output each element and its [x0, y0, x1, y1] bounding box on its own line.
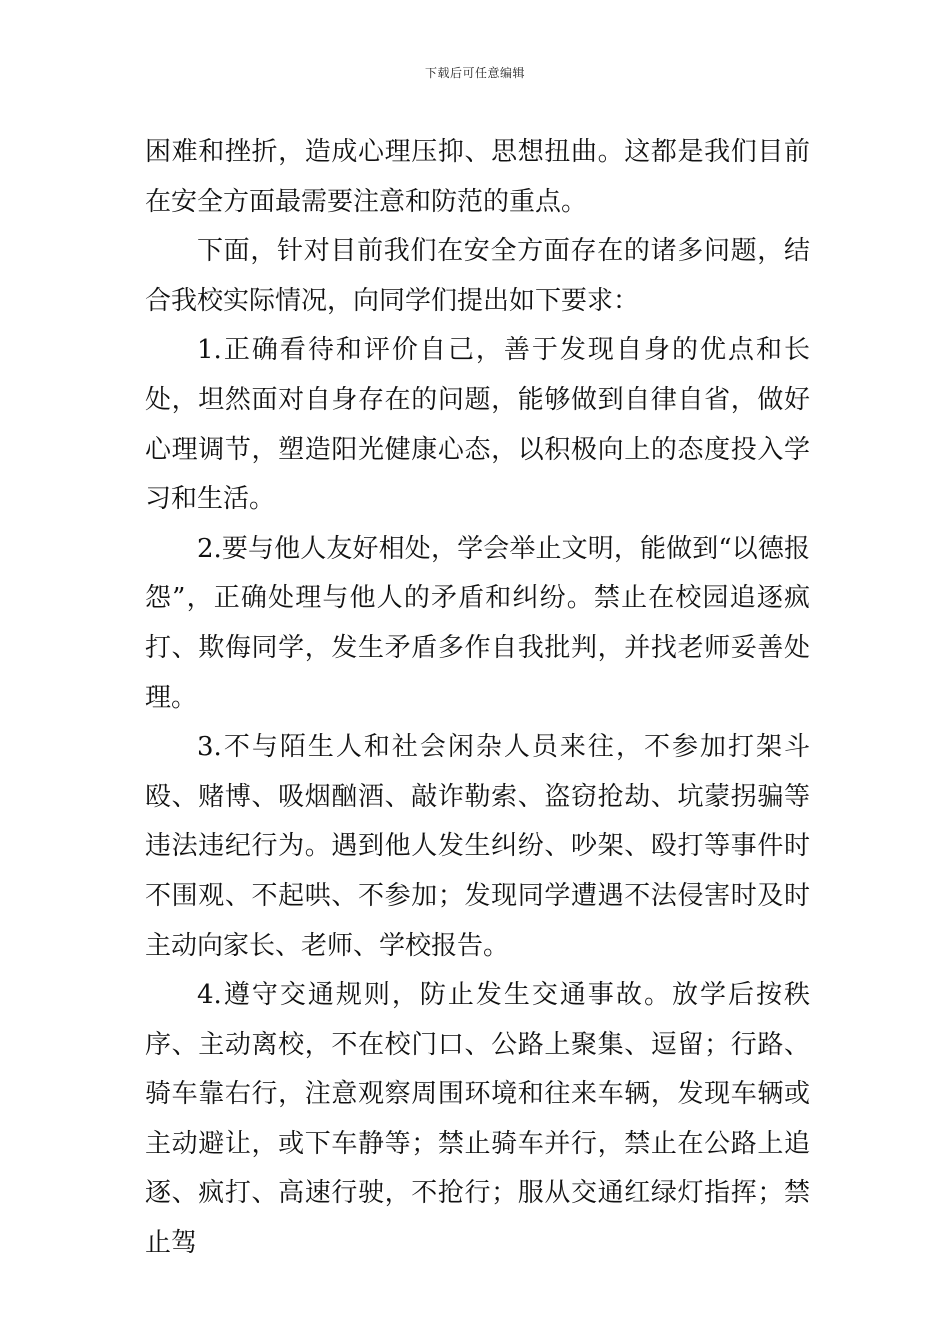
document-body — [145, 128, 810, 1269]
page-header: 下载后可任意编辑 — [424, 66, 525, 80]
paragraph-intro: 下面，针对目前我们在安全方面存在的诸多问题，结合我校实际情况，向同学们提出如下要求： — [145, 236, 810, 316]
paragraph-item-2: 2.要与他人友好相处，学会举止文明，能做到“以德报怨”，正确处理与他人的矛盾和纠纷。禁止在校园追逐疯打、欺侮同学，发生矛盾多作自我批判，并找老师妥善处理。 — [145, 533, 810, 713]
paragraph-item-1: 1.正确看待和评价自己，善于发现自身的优点和长处，坦然面对自身存在的问题，能够做到自律自省，做好心理调节，塑造阳光健康心态，以积极向上的态度投入学习和生活。 — [145, 335, 810, 515]
paragraph-item-3: 3.不与陌生人和社会闲杂人员来往，不参加打架斗殴、赌博、吸烟酗酒、敲诈勒索、盗窃抢劫、坑蒙拐骗等违法违纪行为。遇到他人发生纠纷、吵架、殴打等事件时不围观、不起哄、不参加；发现同学遭遇不法侵害时及时主动向家长、老师、学校报告。 — [145, 732, 810, 961]
paragraph-item-4: 4.遵守交通规则，防止发生交通事故。放学后按秩序、主动离校，不在校门口、公路上聚集、逗留；行路、骑车靠右行，注意观察周围环境和往来车辆，发现车辆或主动避让，或下车静等；禁止骑车并行，禁止在公路上追逐、疯打、高速行驶，不抢行；服从交通红绿灯指挥；禁止驾 — [145, 980, 810, 1259]
paragraph-continuation: 困难和挫折，造成心理压抑、思想扭曲。这都是我们目前在安全方面最需要注意和防范的重点。 — [145, 137, 810, 217]
